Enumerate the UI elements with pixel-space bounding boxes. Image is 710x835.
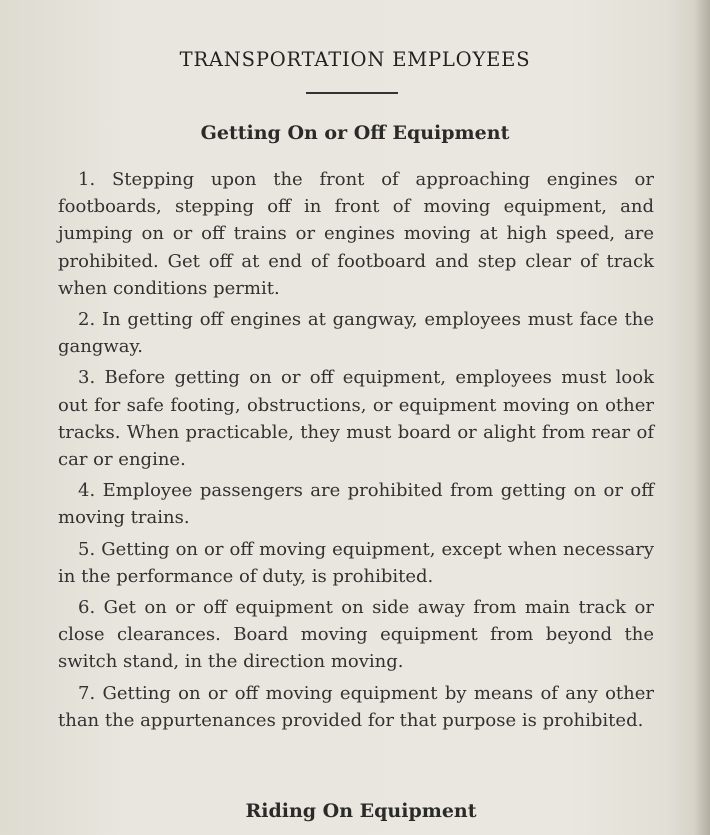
rules-body <box>58 166 654 734</box>
rule-3: 3. Before getting on or off equipment, employees must look out for safe footing, obstructions, or equipment moving on other tracks. When practicable, they must board or alight from rear of car or engine. <box>58 367 654 471</box>
section-title-riding: Riding On Equipment <box>245 800 477 822</box>
rule-5: 5. Getting on or off moving equipment, except when necessary in the performance of duty, is prohibited. <box>58 538 654 587</box>
rule-1: 1. Stepping upon the front of approaching engines or footboards, stepping off in front of moving equipment, and jumping on or off trains or engines moving at high speed, are prohibited. Get off at end of footboard and step clear of track when conditions permit. <box>58 169 654 299</box>
page-header: TRANSPORTATION EMPLOYEES <box>179 48 531 71</box>
rule-7: 7. Getting on or off moving equipment by means of any other than the appurtenances provided for that purpose is prohibited. <box>58 682 654 731</box>
rule-2: 2. In getting off engines at gangway, employees must face the gangway. <box>58 309 654 358</box>
section-title-getting-on-off: Getting On or Off Equipment <box>200 122 510 144</box>
rule-4: 4. Employee passengers are prohibited from getting on or off moving trains. <box>58 480 654 529</box>
header-divider <box>306 92 398 94</box>
rule-6: 6. Get on or off equipment on side away from main track or close clearances. Board moving equipment from beyond the switch stand, in the direction moving. <box>58 597 654 673</box>
